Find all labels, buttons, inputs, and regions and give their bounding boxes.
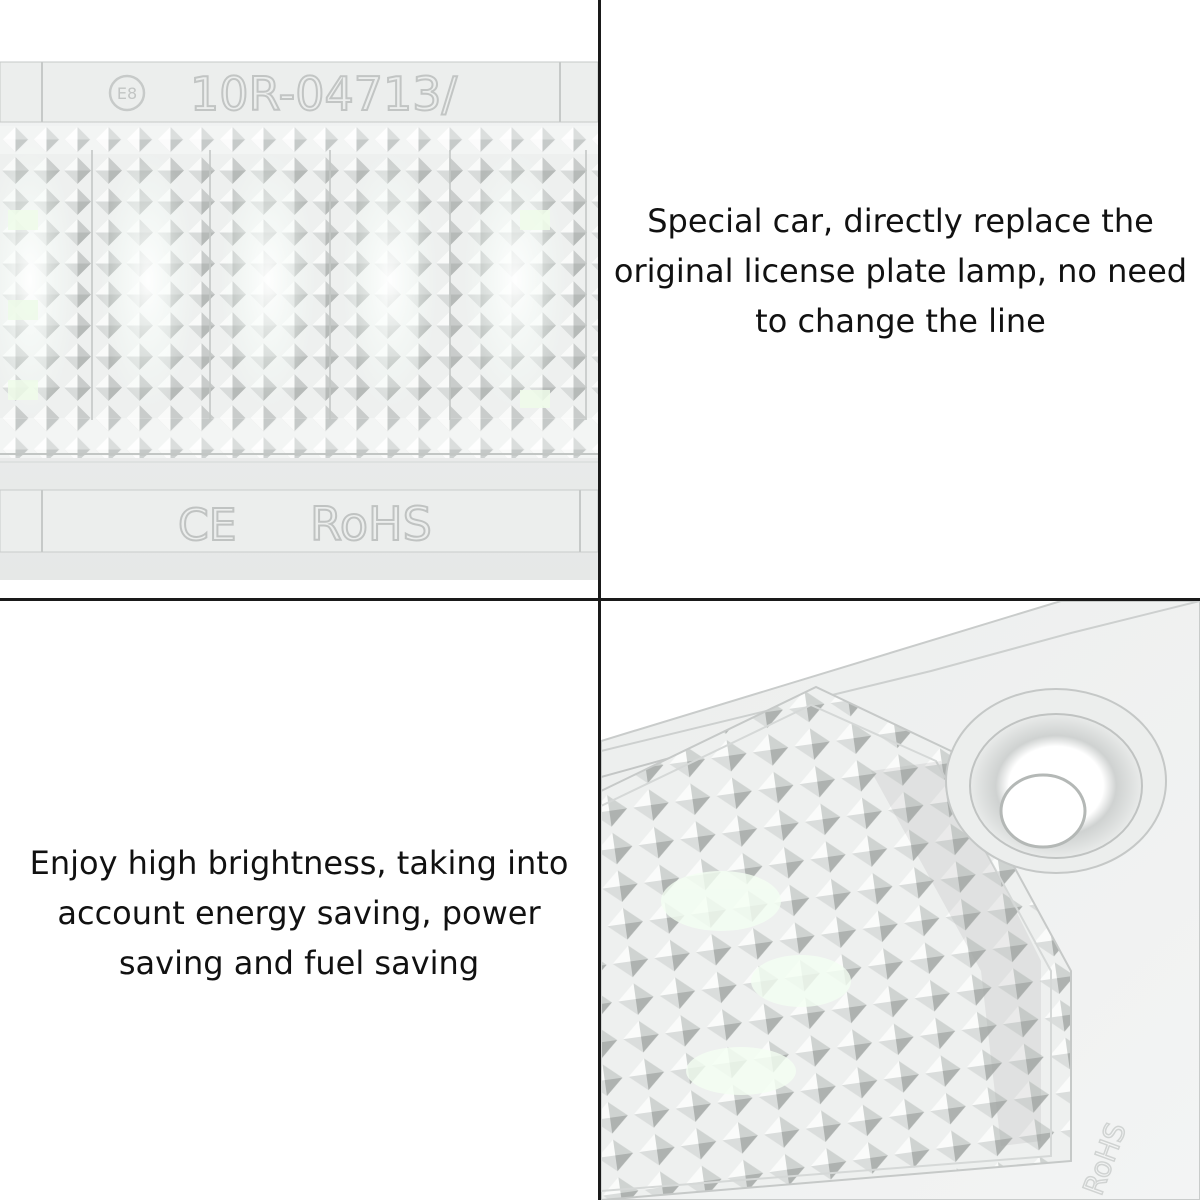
caption-panel-top — [601, 0, 1200, 598]
ce-mark: CE — [178, 500, 237, 551]
lens-angled-panel — [601, 601, 1200, 1200]
lens-angled-image — [601, 601, 1200, 1200]
caption-brightness: Enjoy high brightness, taking into account energy saving, power saving and fuel saving — [29, 844, 569, 982]
caption-panel-bottom — [0, 601, 598, 1200]
rohs-mark: RoHS — [310, 497, 432, 551]
lens-closeup-panel — [0, 0, 598, 598]
lens-closeup-image — [0, 0, 598, 598]
caption-direct-replacement: Special car, directly replace the original license plate lamp, no need to change the line — [613, 202, 1188, 340]
horizontal-divider — [0, 598, 1200, 601]
approval-code-text: 10R-04713/ — [190, 67, 458, 121]
approval-circle-text: E8 — [116, 84, 138, 103]
mounting-hole — [946, 689, 1166, 873]
svg-text:RoHS: RoHS — [1076, 1118, 1133, 1200]
